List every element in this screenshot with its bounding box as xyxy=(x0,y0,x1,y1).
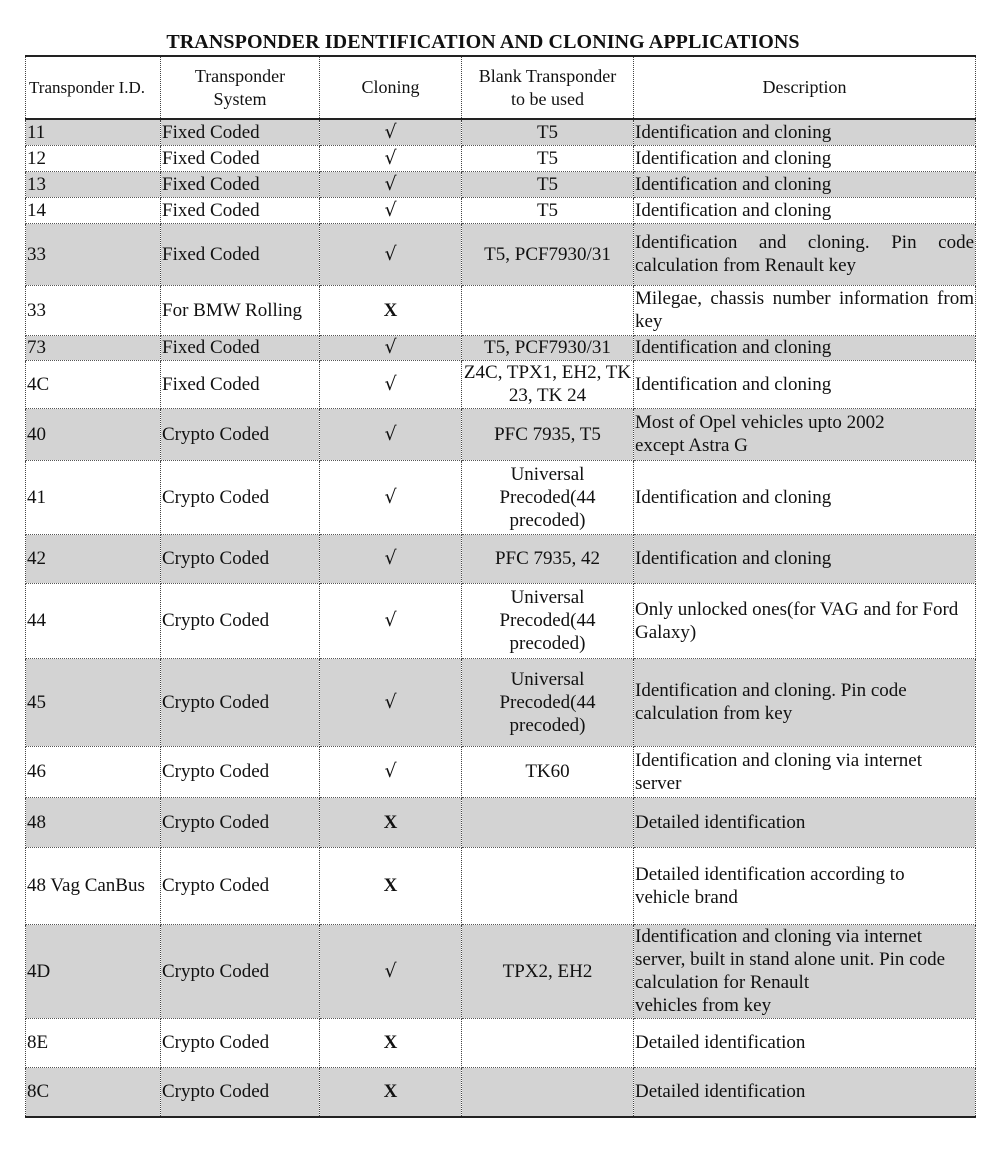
table-row xyxy=(26,797,976,847)
table-row xyxy=(26,285,976,335)
transponder-id-cell: 46 xyxy=(26,746,161,797)
blank-transponder-cell: T5 xyxy=(462,197,634,223)
transponder-id-cell: 44 xyxy=(26,583,161,658)
blank-transponder-cell: T5, PCF7930/31 xyxy=(462,223,634,285)
cloning-x-icon: X xyxy=(320,797,462,847)
table-row xyxy=(26,145,976,171)
blank-transponder-cell xyxy=(462,847,634,924)
transponder-system-cell: Crypto Coded xyxy=(161,797,320,847)
cloning-check-icon: √ xyxy=(320,335,462,360)
transponder-id-cell: 48 Vag CanBus xyxy=(26,847,161,924)
table-row xyxy=(26,583,976,658)
blank-transponder-cell: PFC 7935, 42 xyxy=(462,534,634,583)
transponder-table xyxy=(25,55,976,1118)
description-cell: Identification and cloning xyxy=(634,335,976,360)
header-transponder-system: Transponder System xyxy=(161,56,320,119)
blank-transponder-cell: T5 xyxy=(462,171,634,197)
transponder-id-cell: 48 xyxy=(26,797,161,847)
transponder-system-cell: Fixed Coded xyxy=(161,171,320,197)
description-cell: Milegae, chassis number information from key xyxy=(634,285,976,335)
transponder-id-cell: 45 xyxy=(26,658,161,746)
transponder-id-cell: 4C xyxy=(26,360,161,408)
transponder-system-cell: For BMW Rolling xyxy=(161,285,320,335)
blank-transponder-cell: Z4C, TPX1, EH2, TK 23, TK 24 xyxy=(462,360,634,408)
blank-transponder-cell xyxy=(462,1067,634,1117)
blank-transponder-cell: T5 xyxy=(462,119,634,145)
transponder-system-cell: Crypto Coded xyxy=(161,408,320,460)
transponder-system-cell: Fixed Coded xyxy=(161,360,320,408)
cloning-x-icon: X xyxy=(320,1067,462,1117)
blank-transponder-cell: PFC 7935, T5 xyxy=(462,408,634,460)
table-row xyxy=(26,924,976,1018)
table-row xyxy=(26,460,976,534)
transponder-system-cell: Crypto Coded xyxy=(161,460,320,534)
cloning-check-icon: √ xyxy=(320,583,462,658)
cloning-check-icon: √ xyxy=(320,145,462,171)
blank-transponder-cell: T5, PCF7930/31 xyxy=(462,335,634,360)
header-transponder-id: Transponder I.D. xyxy=(26,56,161,119)
table-row xyxy=(26,171,976,197)
blank-transponder-cell: T5 xyxy=(462,145,634,171)
blank-transponder-cell: Universal Precoded(44 precoded) xyxy=(462,583,634,658)
transponder-id-cell: 14 xyxy=(26,197,161,223)
cloning-check-icon: √ xyxy=(320,924,462,1018)
transponder-system-cell: Crypto Coded xyxy=(161,658,320,746)
description-cell: Identification and cloning xyxy=(634,119,976,145)
cloning-check-icon: √ xyxy=(320,658,462,746)
table-row xyxy=(26,847,976,924)
blank-transponder-cell: TPX2, EH2 xyxy=(462,924,634,1018)
table-row xyxy=(26,223,976,285)
transponder-id-cell: 11 xyxy=(26,119,161,145)
description-cell: Identification and cloning xyxy=(634,460,976,534)
description-cell: Detailed identification according to vehicle brand xyxy=(634,847,976,924)
table-row xyxy=(26,408,976,460)
transponder-system-cell: Crypto Coded xyxy=(161,583,320,658)
description-cell: Identification and cloning xyxy=(634,360,976,408)
transponder-system-cell: Crypto Coded xyxy=(161,1067,320,1117)
transponder-system-cell: Fixed Coded xyxy=(161,145,320,171)
table-row xyxy=(26,119,976,145)
transponder-system-cell: Fixed Coded xyxy=(161,335,320,360)
description-cell: Identification and cloning via internet server xyxy=(634,746,976,797)
transponder-id-cell: 33 xyxy=(26,223,161,285)
transponder-id-cell: 40 xyxy=(26,408,161,460)
cloning-check-icon: √ xyxy=(320,360,462,408)
blank-transponder-cell xyxy=(462,285,634,335)
description-cell: Identification and cloning. Pin code calculation from Renault key xyxy=(634,223,976,285)
cloning-check-icon: √ xyxy=(320,534,462,583)
transponder-id-cell: 12 xyxy=(26,145,161,171)
transponder-system-cell: Crypto Coded xyxy=(161,1018,320,1067)
cloning-check-icon: √ xyxy=(320,197,462,223)
table-row xyxy=(26,746,976,797)
description-cell: Identification and cloning xyxy=(634,197,976,223)
transponder-id-cell: 73 xyxy=(26,335,161,360)
table-header-row xyxy=(26,56,976,119)
cloning-check-icon: √ xyxy=(320,460,462,534)
transponder-id-cell: 8E xyxy=(26,1018,161,1067)
blank-transponder-cell: Universal Precoded(44 precoded) xyxy=(462,658,634,746)
cloning-check-icon: √ xyxy=(320,223,462,285)
description-cell: Identification and cloning xyxy=(634,171,976,197)
header-cloning: Cloning xyxy=(320,56,462,119)
cloning-check-icon: √ xyxy=(320,119,462,145)
table-row xyxy=(26,658,976,746)
description-cell: Identification and cloning. Pin code calculation from key xyxy=(634,658,976,746)
table-row xyxy=(26,1018,976,1067)
description-cell: Identification and cloning via internet server, built in stand alone unit. Pin code calculation for Renault vehicles from key xyxy=(634,924,976,1018)
transponder-system-cell: Crypto Coded xyxy=(161,534,320,583)
description-cell: Identification and cloning xyxy=(634,534,976,583)
transponder-id-cell: 4D xyxy=(26,924,161,1018)
transponder-id-cell: 41 xyxy=(26,460,161,534)
transponder-id-cell: 13 xyxy=(26,171,161,197)
table-body xyxy=(26,119,976,1117)
cloning-x-icon: X xyxy=(320,847,462,924)
header-description: Description xyxy=(634,56,976,119)
table-row xyxy=(26,1067,976,1117)
cloning-x-icon: X xyxy=(320,1018,462,1067)
blank-transponder-cell xyxy=(462,797,634,847)
transponder-system-cell: Fixed Coded xyxy=(161,119,320,145)
blank-transponder-cell xyxy=(462,1018,634,1067)
cloning-x-icon: X xyxy=(320,285,462,335)
transponder-system-cell: Crypto Coded xyxy=(161,924,320,1018)
description-cell: Only unlocked ones(for VAG and for Ford Galaxy) xyxy=(634,583,976,658)
table-row xyxy=(26,360,976,408)
transponder-id-cell: 8C xyxy=(26,1067,161,1117)
description-cell: Detailed identification xyxy=(634,797,976,847)
cloning-check-icon: √ xyxy=(320,171,462,197)
header-blank-transponder: Blank Transponder to be used xyxy=(462,56,634,119)
transponder-system-cell: Fixed Coded xyxy=(161,223,320,285)
blank-transponder-cell: TK60 xyxy=(462,746,634,797)
page-title: TRANSPONDER IDENTIFICATION AND CLONING APPLICATIONS xyxy=(166,31,800,53)
description-cell: Detailed identification xyxy=(634,1018,976,1067)
description-cell: Most of Opel vehicles upto 2002 except Astra G xyxy=(634,408,976,460)
table-row xyxy=(26,335,976,360)
table-row xyxy=(26,197,976,223)
transponder-system-cell: Crypto Coded xyxy=(161,746,320,797)
description-cell: Identification and cloning xyxy=(634,145,976,171)
table-row xyxy=(26,534,976,583)
transponder-id-cell: 33 xyxy=(26,285,161,335)
transponder-id-cell: 42 xyxy=(26,534,161,583)
cloning-check-icon: √ xyxy=(320,746,462,797)
blank-transponder-cell: Universal Precoded(44 precoded) xyxy=(462,460,634,534)
cloning-check-icon: √ xyxy=(320,408,462,460)
transponder-system-cell: Crypto Coded xyxy=(161,847,320,924)
description-cell: Detailed identification xyxy=(634,1067,976,1117)
transponder-system-cell: Fixed Coded xyxy=(161,197,320,223)
